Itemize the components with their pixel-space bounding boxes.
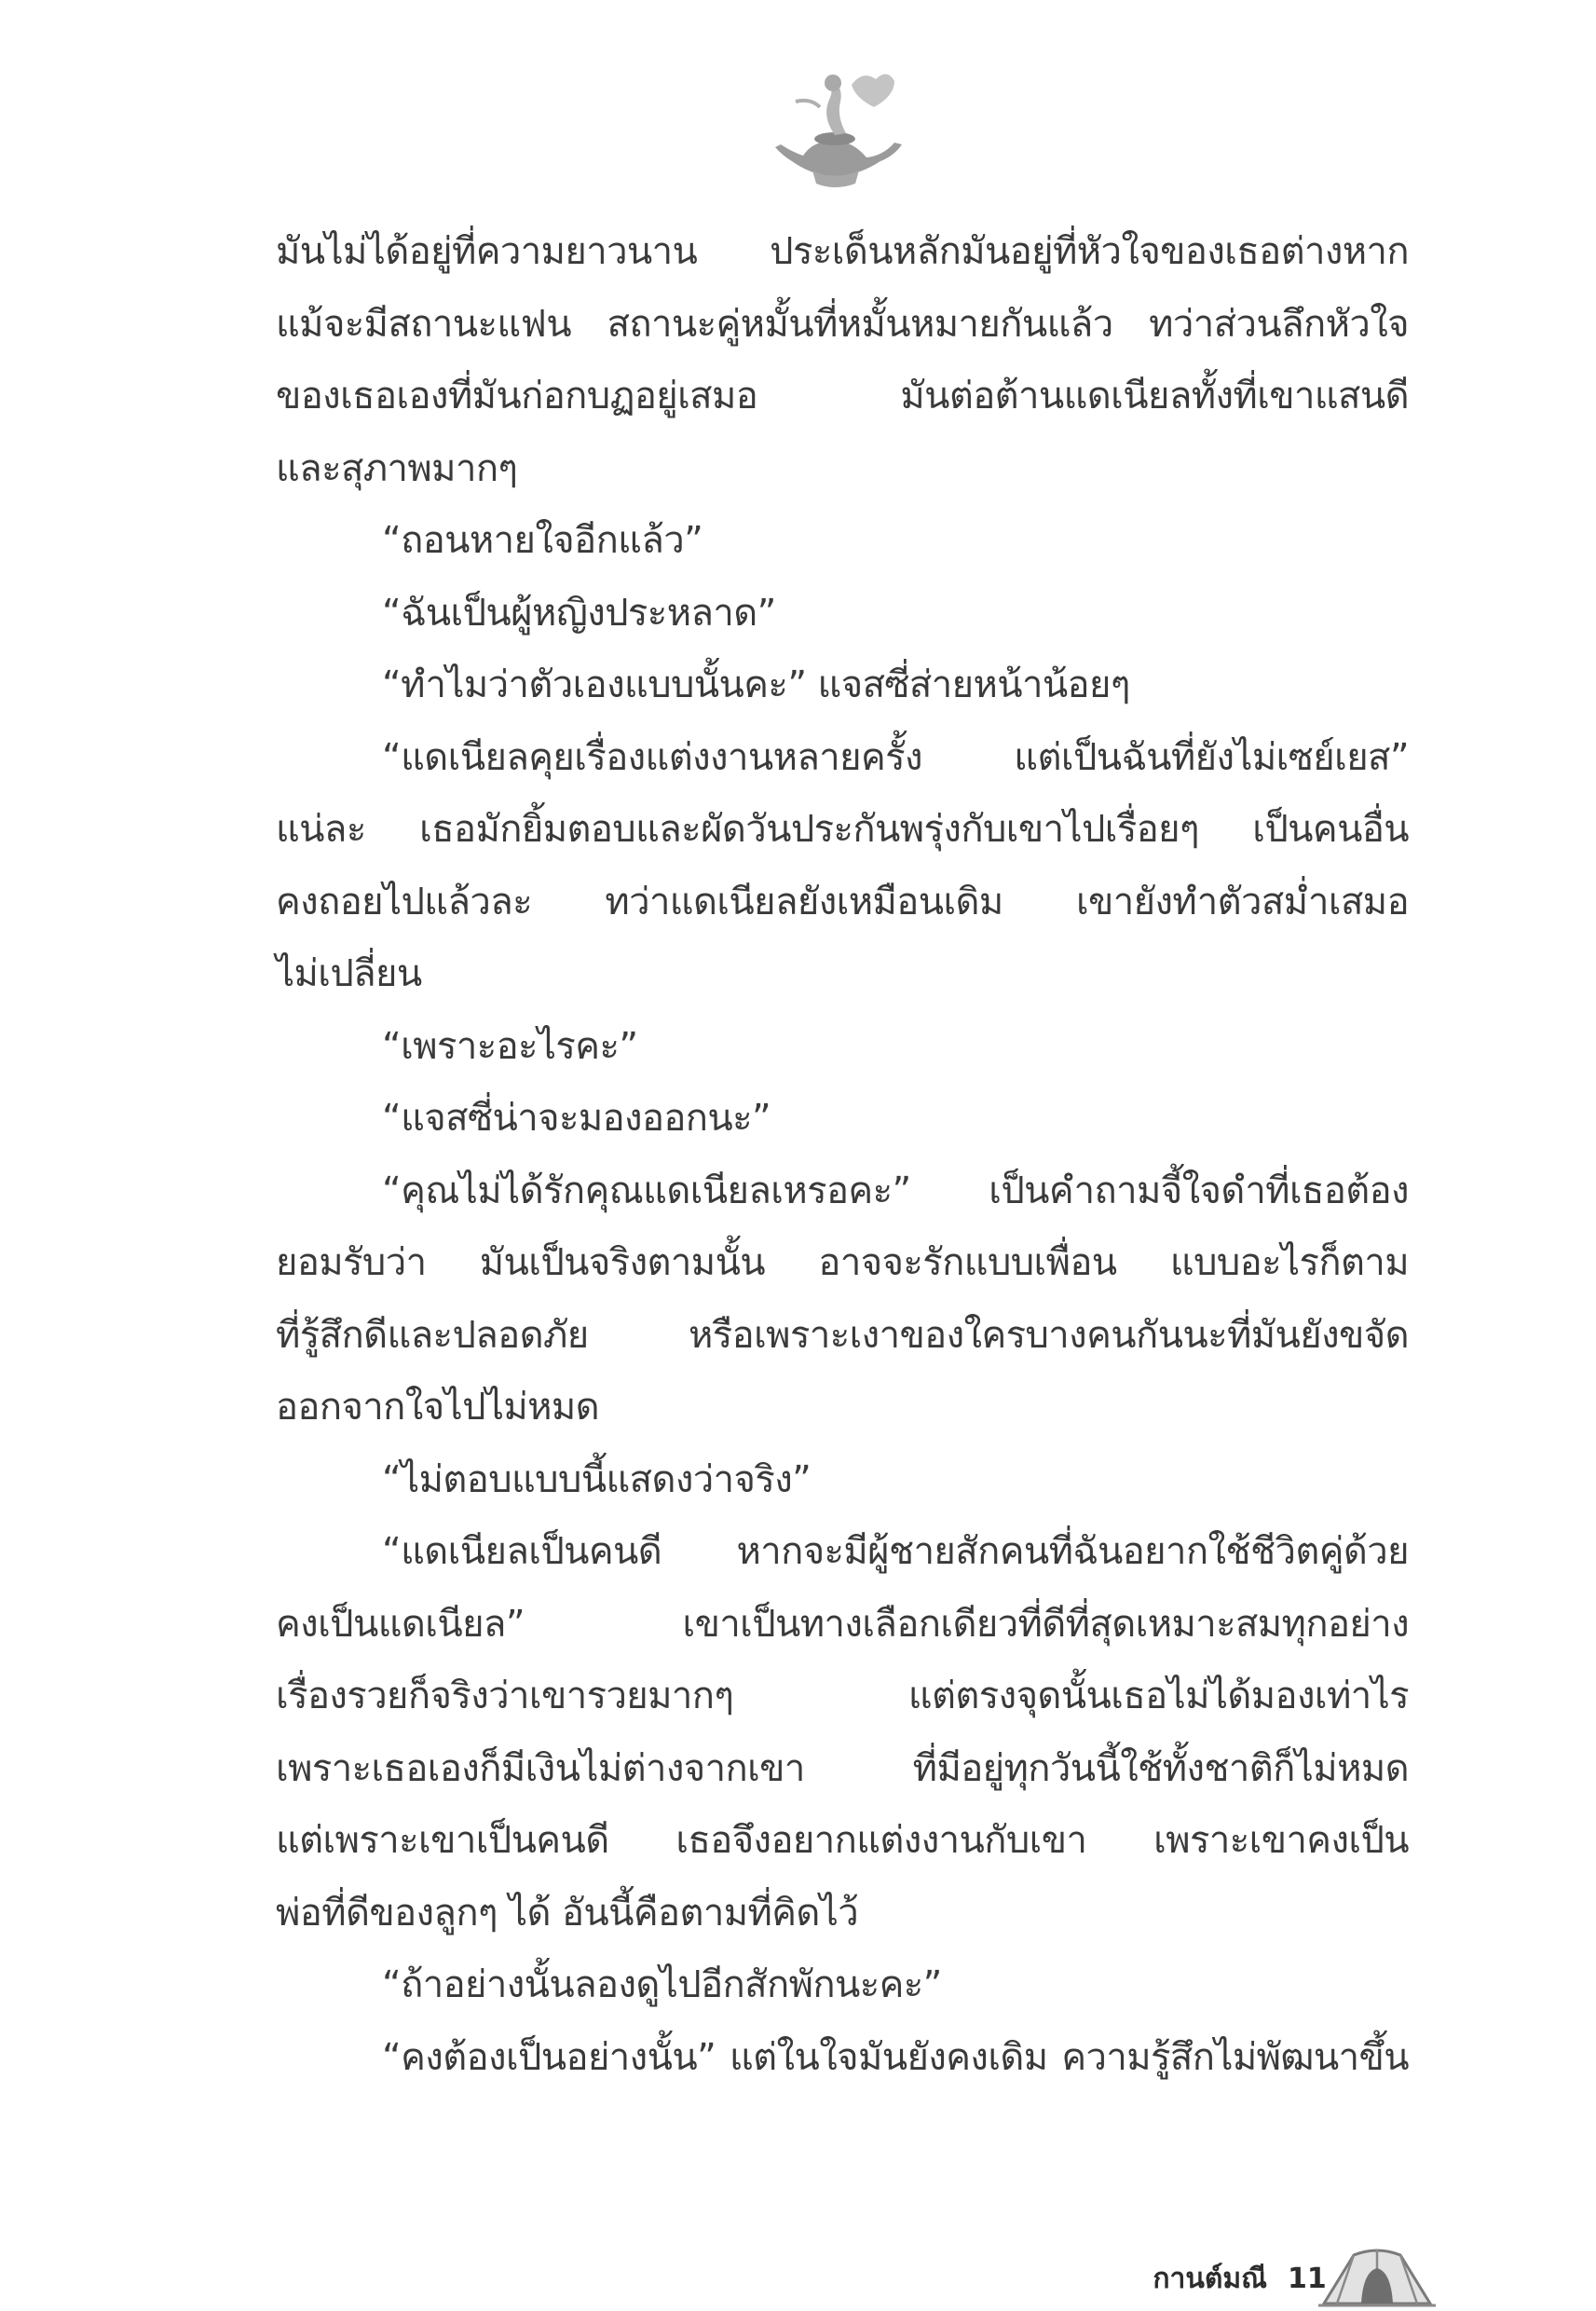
- text-line: คงเป็นแดเนียล” เขาเป็นทางเลือกเดียวที่ดีที่สุดเหมาะสมทุกอย่าง: [276, 1602, 1409, 1646]
- book-title: กานต์มณี: [1153, 2263, 1267, 2295]
- text-line: “ฉันเป็นผู้หญิงประหลาด”: [382, 591, 776, 635]
- chapter-text: [276, 216, 1409, 2094]
- text-line: “คุณไม่ได้รักคุณแดเนียลเหรอคะ” เป็นคำถามจี้ใจดำที่เธอต้อง: [382, 1169, 1409, 1212]
- text-line: “เพราะอะไรคะ”: [382, 1024, 638, 1068]
- text-line: แน่ละ เธอมักยิ้มตอบและผัดวันประกันพรุ่งกับเขาไปเรื่อยๆ เป็นคนอื่น: [276, 808, 1409, 851]
- text-line: “ถอนหายใจอีกแล้ว”: [382, 519, 703, 562]
- text-line: เพราะเธอเองก็มีเงินไม่ต่างจากเขา ที่มีอยู่ทุกวันนี้ใช้ทั้งชาติก็ไม่หมด: [276, 1746, 1409, 1790]
- text-line: “แดเนียลเป็นคนดี หากจะมีผู้ชายสักคนที่ฉันอยากใช้ชีวิตคู่ด้วย: [382, 1530, 1409, 1573]
- text-line: แม้จะมีสถานะแฟน สถานะคู่หมั้นที่หมั้นหมายกันแล้ว ทว่าส่วนลึกหัวใจ: [276, 302, 1409, 346]
- text-line: แต่เพราะเขาเป็นคนดี เธอจึงอยากแต่งงานกับเขา เพราะเขาคงเป็น: [276, 1819, 1409, 1862]
- text-line: ออกจากใจไปไม่หมด: [276, 1386, 600, 1429]
- text-line: เรื่องรวยก็จริงว่าเขารวยมากๆ แต่ตรงจุดนั้นเธอไม่ได้มองเท่าไร: [276, 1675, 1409, 1717]
- tent-icon: [1316, 2244, 1438, 2309]
- text-line: มันไม่ได้อยู่ที่ความยาวนาน ประเด็นหลักมันอยู่ที่หัวใจของเธอต่างหาก: [276, 230, 1409, 273]
- text-line: “ถ้าอย่างนั้นลองดูไปอีกสักพักนะคะ”: [382, 1963, 942, 2006]
- text-line: “ไม่ตอบแบบนี้แสดงว่าจริง”: [382, 1457, 812, 1501]
- text-line: และสุภาพมากๆ: [276, 446, 518, 490]
- text-line: ไม่เปลี่ยน: [276, 952, 422, 995]
- text-line: “ทำไมว่าตัวเองแบบนั้นคะ” แจสซี่ส่ายหน้าน้อยๆ: [382, 663, 1130, 706]
- text-line: ที่รู้สึกดีและปลอดภัย หรือเพราะเงาของใครบางคนกันนะที่มันยังขจัด: [276, 1313, 1409, 1357]
- genie-lamp-icon: [755, 51, 913, 210]
- text-line: “แดเนียลคุยเรื่องแต่งงานหลายครั้ง แต่เป็นฉันที่ยังไม่เซย์เยส”: [382, 735, 1409, 779]
- text-line: ของเธอเองที่มันก่อกบฏอยู่เสมอ มันต่อต้านแดเนียลทั้งที่เขาแสนดี: [276, 375, 1409, 417]
- page-number: 11: [1288, 2263, 1327, 2295]
- text-line: คงถอยไปแล้วละ ทว่าแดเนียลยังเหมือนเดิม เขายังทำตัวสม่ำเสมอ: [276, 880, 1409, 923]
- text-line: “แจสซี่น่าจะมองออกนะ”: [382, 1097, 771, 1140]
- text-line: ยอมรับว่า มันเป็นจริงตามนั้น อาจจะรักแบบเพื่อน แบบอะไรก็ตาม: [276, 1241, 1409, 1284]
- text-line: “คงต้องเป็นอย่างนั้น” แต่ในใจมันยังคงเดิม ความรู้สึกไม่พัฒนาขึ้น: [382, 2035, 1409, 2079]
- text-line: พ่อที่ดีของลูกๆ ได้ อันนี้คือตามที่คิดไว้: [276, 1891, 859, 1935]
